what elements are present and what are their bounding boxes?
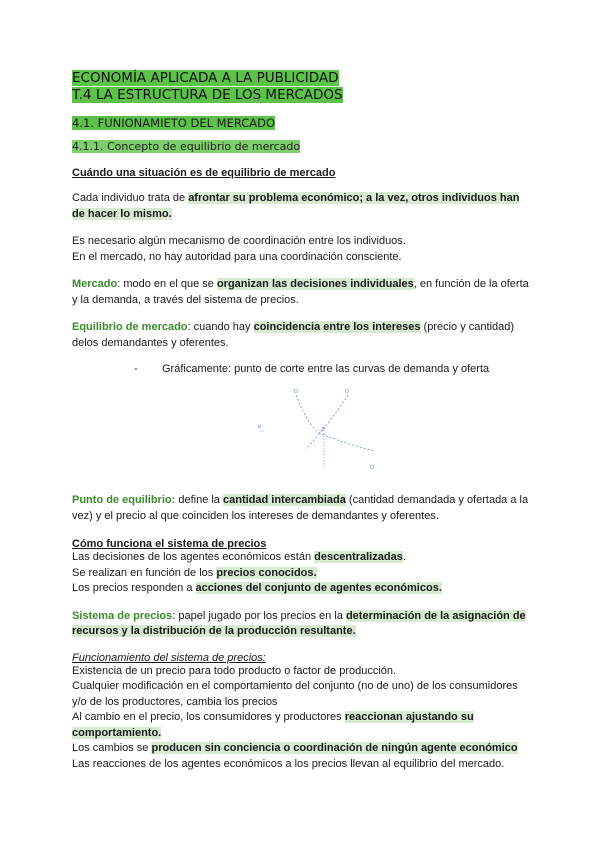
func-line-2: Cualquier modificación en el comportamiento del conjunto (no de uno) de los consumidores y/o de los productores, cambia los precios [72,680,518,708]
bullet-graficamente: - Gráficamente: punto de corte entre las curvas de demanda y oferta [134,363,490,375]
definition-mercado: Mercado: modo en el que se organizan las decisiones individuales, en función de la oferta y la demanda, a través del sistema de precios. [72,278,529,306]
definition-equilibrio: Equilibrio de mercado: cuando hay coincidencia entre los intereses (precio y cantidad) delos demandantes y oferentes. [72,321,515,349]
section-heading: 4.1. FUNIONAMIETO DEL MERCADO [72,116,276,130]
supply-demand-svg [258,381,398,481]
document-title [72,70,532,104]
graph-label-o: O [345,389,349,395]
demand-curve [296,395,374,451]
funcionamiento-list: Existencia de un precio para todo producto o factor de producción. Cualquier modificación en el comportamiento del conjunto (no de uno) de los consumidores y/o de los productores, cambia los precios Al cambio en el precio, los consumidores y productores reaccionan ajustando su comportamiento. Los cambios se producen sin conciencia o coordinación de ningún agente económico Las reacciones de los agentes económicos a los precios llevan al equilibrio del mercado. [72,664,518,770]
definition-punto-equilibrio: Punto de equilibrio: define la cantidad intercambiada (cantidad demandada y ofertada a la vez) y el precio al que coinciden los intereses de demandantes y oferentes. [72,494,529,522]
supply-demand-graph [258,381,398,481]
paragraph-coordination: Es necesario algún mecanismo de coordinación entre los individuos. En el mercado, no hay autoridad para una coordinación consciente. [72,235,406,263]
document-page [72,70,532,772]
title-line-2: T.4 LA ESTRUCTURA DE LOS MERCADOS [72,87,343,103]
title-line-1: ECONOMÍA APLICADA A LA PUBLICIDAD [72,70,339,86]
supply-curve [306,395,348,449]
graph-label-d: D [294,389,298,395]
func-line-1: Existencia de un precio para todo producto o factor de producción. [72,664,397,677]
paragraph-problem: Cada individuo trata de afrontar su problema económico; a la vez, otros individuos han de hacer lo mismo. [72,192,520,220]
graph-label-e: E [322,427,326,433]
graph-label-q: Q [370,465,374,471]
func-line-5: Las reacciones de los agentes económicos a los precios llevan al equilibrio del mercado. [72,757,505,770]
question-heading-2: Cómo funciona el sistema de precios [72,538,267,550]
definition-sistema-precios: Sistema de precios: papel jugado por los precios en la determinación de la asignación de recursos y la distribución de la producción resultante. [72,609,526,637]
paragraph-funcionamiento: Las decisiones de los agentes económicos están descentralizadas. Se realizan en función de los precios conocidos. Los precios responden a acciones del conjunto de agentes económicos. [72,551,442,594]
funcionamiento-heading: Funcionamiento del sistema de precios: [72,651,266,664]
graph-label-p: P [258,425,262,431]
subsection-heading: 4.1.1. Concepto de equilibrio de mercado [72,140,301,153]
question-heading-1: Cuándo una situación es de equilibrio de mercado [72,167,336,179]
func-line-4-pre: Los cambios se [72,742,152,754]
func-line-3-pre: Al cambio en el precio, los consumidores y productores [72,711,345,723]
